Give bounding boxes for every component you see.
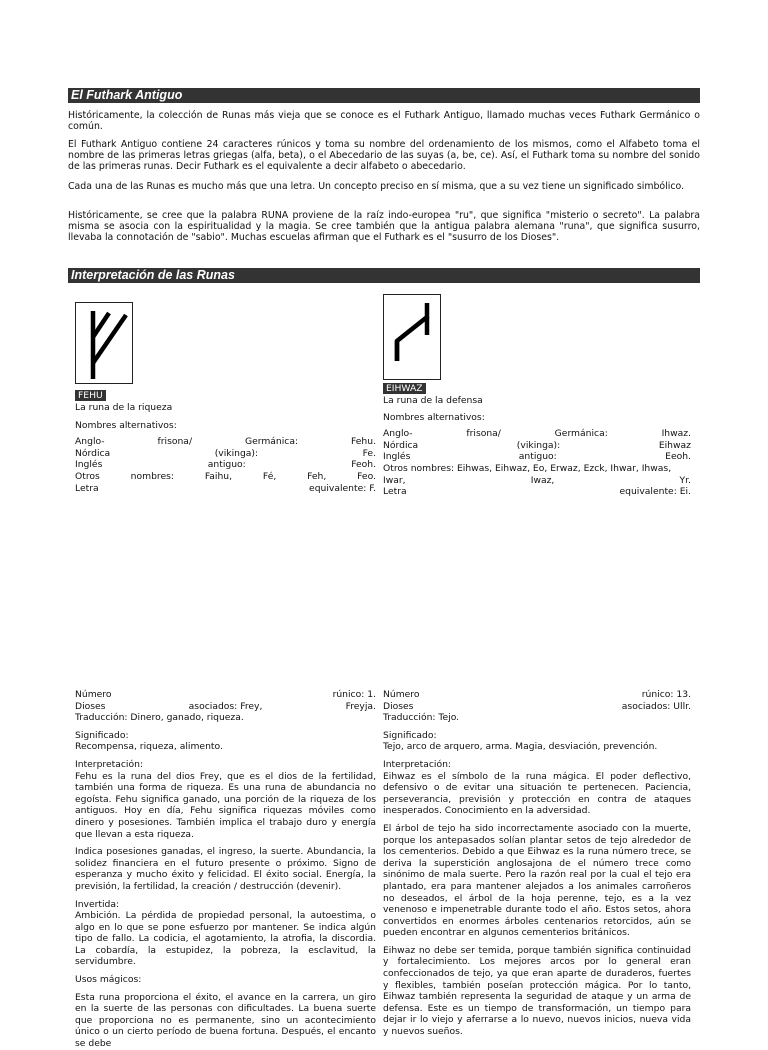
eihwaz-interpretacion-2: El árbol de tejo ha sido incorrectamente asociado con la muerte, porque los antepasados solían plantar setos de tejo alrededor de los cementerios. Debido a que Eihwaz es la runa número trece, se deriva la superstición anglosajona de el número trece como sinónimo de mala suerte. Pero la razón real por la cual el tejo era plantado, era para mantener alejados a los animales carroñeros no deseados, el árbol de la hoja perenne, tejo, es a la vez venenoso e impenetrable durante todo el año. Estos setos, ahora convertidos en enormes árboles centenarios retorcidos, aún se pueden encontrar en algunos cementerios británicos.: [383, 822, 691, 939]
intro-paragraph-2: El Futhark Antiguo contiene 24 caracteres rúnicos y toma su nombre del ordenamiento de los mismos, como el Alfabeto toma el nombre de las primeras letras griegas (alfa, beta), o el Abecedario de las suyas (a, be, ce). Así, el Futhark toma su nombre del sonido de las primeras runas. Decir Futhark es el equivalente a decir alfabeto o abecedario.: [68, 139, 700, 172]
eihwaz-significado: Tejo, arco de arquero, arma. Magia, desviación, prevención.: [383, 741, 658, 753]
fehu-significado: Recompensa, riqueza, alimento.: [75, 741, 223, 753]
eihwaz-header-block: [383, 395, 691, 498]
fehu-invertida-label: Invertida:: [75, 898, 120, 910]
fehu-usos-label: Usos mágicos:: [75, 974, 142, 986]
fehu-alt-row: Nórdica (vikinga): Fe.: [75, 447, 376, 459]
fehu-usos: Esta runa proporciona el éxito, el avance en la carrera, un giro en la suerte de las personas con dificultades. La buena suerte que proporciona no es permanente, sino un acontecimiento único o un cierto período de buena fortuna. Después, el encanto se debe: [75, 991, 376, 1050]
fehu-alt-row: Inglés antiguo: Feoh.: [75, 459, 376, 471]
section-title-interpretacion: Interpretación de las Runas: [68, 268, 700, 283]
fehu-dioses-row: Dioses asociados: Frey, Freyja.: [75, 700, 376, 712]
fehu-rune-image: [75, 302, 133, 384]
fehu-alt-row: Otros nombres: Faihu, Fé, Feh, Feo.: [75, 470, 376, 482]
eihwaz-alt-row: Iwar, Iwaz, Yr.: [383, 474, 691, 486]
fehu-alt-row: Anglo- frisona/ Germánica: Fehu.: [75, 436, 376, 448]
eihwaz-alt-row: Nórdica (vikinga): Eihwaz: [383, 439, 691, 451]
intro-paragraph-1: Históricamente, la colección de Runas más vieja que se conoce es el Futhark Antiguo, llamado muchas veces Futhark Germánico o común.: [68, 110, 700, 132]
eihwaz-interpretacion-3: Eihwaz no debe ser temida, porque también significa continuidad y fortalecimiento. Los mejores arcos por lo general eran confeccionados de tejo, ya que eran aparte de duraderos, fuertes y flexibles, también poseían protección mágica. Por lo tanto, Eihwaz también representa la seguridad de ataque y un arma de defensa. Este es un tiempo de transformación, un tiempo para dejar ir lo viejo y aferrarse a lo nuevo, nuevos inicios, nueva vida y nuevos sueños.: [383, 944, 691, 1038]
fehu-header-block: [75, 402, 376, 494]
eihwaz-alt-row: Otros nombres: Eihwas, Eihwaz, Eo, Erwaz, Ezck, Ihwar, Ihwas,: [383, 462, 672, 474]
eihwaz-interpretacion-label: Interpretación:: [383, 758, 451, 770]
eihwaz-dioses-row: Dioses asociados: Ullr.: [383, 700, 691, 712]
eihwaz-alt-row: Letra equivalente: Ei.: [383, 486, 691, 498]
fehu-rune-icon: [76, 303, 132, 383]
eihwaz-significado-label: Significado:: [383, 729, 437, 741]
intro-paragraph-4: Históricamente, se cree que la palabra RUNA proviene de la raíz indo-europea "ru", que significa "misterio o secreto". La palabra misma se asocia con la espiritualidad y la magia. Se cree también que la antigua palabra alemana "runa", que significa susurro, llevaba la connotación de "sabio". Muchas escuelas afirman que el Futhark es el "susurro de los Dioses".: [68, 210, 700, 243]
eihwaz-alt-row: Inglés antiguo: Eeoh.: [383, 451, 691, 463]
eihwaz-traduccion: Traducción: Tejo.: [383, 712, 460, 724]
fehu-alt-row: Letra equivalente: F.: [75, 482, 376, 494]
eihwaz-subtitle: La runa de la defensa: [383, 395, 483, 406]
eihwaz-rune-icon: [384, 295, 440, 379]
fehu-significado-label: Significado:: [75, 729, 129, 741]
fehu-alt-label: Nombres alternativos:: [75, 419, 177, 431]
eihwaz-details-block: [383, 689, 691, 1038]
fehu-traduccion: Traducción: Dinero, ganado, riqueza.: [75, 712, 244, 724]
eihwaz-numero-row: Número rúnico: 13.: [383, 689, 691, 700]
eihwaz-interpretacion: Eihwaz es el símbolo de la runa mágica. El poder deflectivo, defensivo o de evitar una situación te pertenecen. Paciencia, perseverancia, previsión y protección en contra de ataques inesperados. Conocimiento en la adversidad.: [383, 770, 691, 817]
fehu-invertida: Ambición. La pérdida de propiedad personal, la autoestima, o algo en lo que se pone esfuerzo por mantener. Se indica algún tipo de fallo. La codicia, el agotamiento, la atrofia, la discordia. La cobardía, la estupidez, la pobreza, la esclavitud, la servidumbre.: [75, 910, 376, 968]
fehu-subtitle: La runa de la riqueza: [75, 402, 173, 413]
fehu-interpretacion-2: Indica posesiones ganadas, el ingreso, la suerte. Abundancia, la solidez financiera en el futuro presente o próximo. Signo de esperanza y mucho éxito y felicidad. El éxito social. Energía, la previsión, la fertilidad, la creación / destrucción (devenir).: [75, 846, 376, 892]
fehu-interpretacion: Fehu es la runa del dios Frey, que es el dios de la fertilidad, también una forma de riqueza. Es una runa de abundancia no egoísta. Fehu significa ganado, una porción de la riqueza de los antiguos. Hoy en día, Fehu significa riquezas móviles como dinero y posesiones. También implica el trabajo duro y energía que llevan a esta riqueza.: [75, 770, 376, 840]
fehu-interpretacion-label: Interpretación:: [75, 758, 143, 770]
eihwaz-alt-label: Nombres alternativos:: [383, 411, 485, 423]
fehu-rune-label: FEHU: [75, 390, 106, 401]
intro-paragraph-3: Cada una de las Runas es mucho más que una letra. Un concepto preciso en sí misma, que a su vez tiene un significado simbólico.: [68, 181, 685, 192]
section-title-futhark: El Futhark Antiguo: [68, 88, 700, 103]
fehu-numero-row: Número rúnico: 1.: [75, 689, 376, 700]
fehu-details-block: [75, 689, 376, 1050]
eihwaz-rune-image: [383, 294, 441, 380]
eihwaz-alt-row: Anglo- frisona/ Germánica: Ihwaz.: [383, 428, 691, 440]
eihwaz-rune-label: EIHWAZ: [383, 383, 426, 394]
